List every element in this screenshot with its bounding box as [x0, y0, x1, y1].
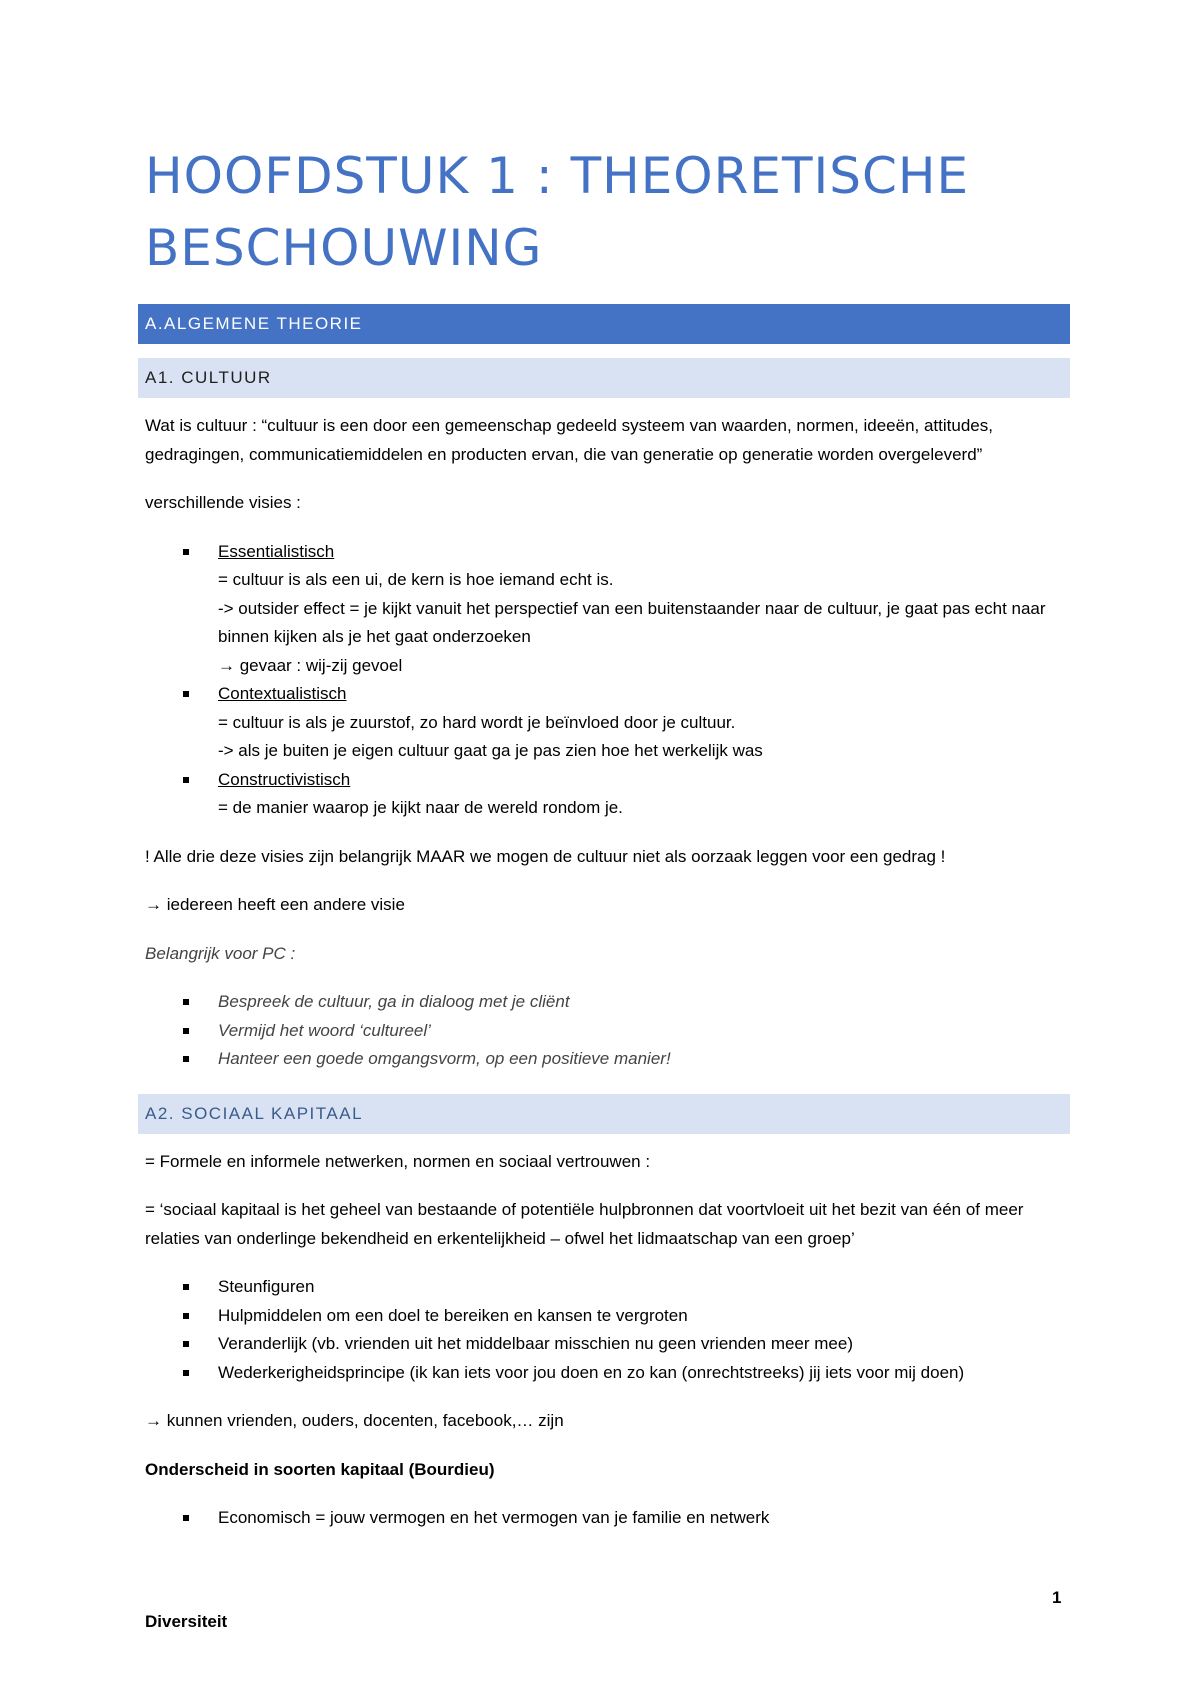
culture-definition: Wat is cultuur : “cultuur is een door een gemeenschap gedeeld systeem van waarden, normen, ideeën, attitudes, gedragingen, communicatiemiddelen en producten ervan, die van generatie op generatie worden overgeleverd”	[145, 416, 993, 464]
section-heading-a: A.ALGEMENE THEORIE	[138, 304, 1070, 344]
list-item	[145, 1045, 1070, 1074]
visions-conclusion: → iedereen heeft een andere visie	[145, 895, 405, 914]
social-capital-examples: → kunnen vrienden, ouders, docenten, facebook,… zijn	[145, 1411, 564, 1430]
list-item-text: Hulpmiddelen om een doel te bereiken en kansen te vergroten	[218, 1305, 688, 1325]
page-title: HOOFDSTUK 1 : THEORETISCHE BESCHOUWING	[145, 147, 970, 277]
bullet-icon	[183, 1515, 189, 1521]
bullet-icon	[183, 691, 189, 697]
list-item	[145, 988, 1070, 1017]
bullet-icon	[183, 999, 189, 1005]
bullet-icon	[183, 1056, 189, 1062]
bullet-icon	[183, 1341, 189, 1347]
list-item-text: Steunfiguren	[218, 1277, 315, 1296]
bullet-icon	[183, 1284, 189, 1290]
list-item	[145, 766, 1070, 823]
visions-list	[145, 538, 1070, 823]
bourdieu-list	[145, 1504, 1070, 1533]
vision-name: Essentialistisch	[218, 541, 335, 561]
list-item-text: Vermijd het woord ‘cultureel’	[218, 1020, 431, 1040]
list-item	[145, 1359, 1070, 1388]
list-item-text: Economisch = jouw vermogen en het vermogen van je familie en netwerk	[218, 1508, 770, 1527]
pc-list	[145, 988, 1070, 1074]
vision-line: -> outsider effect = je kijkt vanuit het perspectief van een buitenstaander naar de cultuur, je gaat pas echt naar binnen kijken als je het gaat onderzoeken	[218, 598, 1046, 646]
list-item-text: Veranderlijk (vb. vrienden uit het middelbaar misschien nu geen vrienden meer mee)	[218, 1334, 854, 1353]
social-capital-intro: = Formele en informele netwerken, normen en sociaal vertrouwen :	[145, 1151, 651, 1171]
vision-name: Constructivistisch	[218, 769, 351, 789]
social-capital-list	[145, 1273, 1070, 1387]
vision-line: = cultuur is als je zuurstof, zo hard wordt je beïnvloed door je cultuur.	[218, 712, 736, 732]
visions-label: verschillende visies :	[145, 493, 301, 512]
list-item-text: Bespreek de cultuur, ga in dialoog met je cliënt	[218, 992, 570, 1011]
page-number: 1	[1052, 1588, 1062, 1607]
list-item	[145, 1017, 1070, 1046]
list-item	[145, 1273, 1070, 1302]
bullet-icon	[183, 1370, 189, 1376]
subsection-heading-a1: A1. CULTUUR	[138, 358, 1070, 398]
bourdieu-label: Onderscheid in soorten kapitaal (Bourdieu)	[145, 1459, 495, 1479]
list-item	[145, 680, 1070, 766]
bullet-icon	[183, 1313, 189, 1319]
list-item	[145, 1302, 1070, 1331]
page-content	[145, 140, 1070, 1553]
page-footer: Diversiteit	[145, 1612, 228, 1631]
visions-note: ! Alle drie deze visies zijn belangrijk MAAR we mogen de cultuur niet als oorzaak leggen voor een gedrag !	[145, 846, 946, 866]
bullet-icon	[183, 777, 189, 783]
list-item	[145, 1330, 1070, 1359]
vision-line: -> als je buiten je eigen cultuur gaat ga je pas zien hoe het werkelijk was	[218, 741, 763, 760]
bullet-icon	[183, 1028, 189, 1034]
vision-line: → gevaar : wij-zij gevoel	[218, 655, 403, 675]
social-capital-definition: = ‘sociaal kapitaal is het geheel van bestaande of potentiële hulpbronnen dat voortvloeit uit het bezit van één of meer relaties van onderlinge bekendheid en erkentelijkheid – ofwel het lidmaatschap van een groep’	[145, 1200, 1024, 1248]
vision-line: = cultuur is als een ui, de kern is hoe iemand echt is.	[218, 570, 614, 589]
vision-name: Contextualistisch	[218, 684, 347, 703]
bullet-icon	[183, 549, 189, 555]
list-item-text: Hanteer een goede omgangsvorm, op een positieve manier!	[218, 1049, 671, 1068]
list-item	[145, 538, 1070, 681]
vision-line: = de manier waarop je kijkt naar de wereld rondom je.	[218, 798, 623, 817]
pc-label: Belangrijk voor PC :	[145, 943, 296, 963]
subsection-heading-a2: A2. SOCIAAL KAPITAAL	[138, 1094, 1070, 1134]
list-item-text: Wederkerigheidsprincipe (ik kan iets voor jou doen en zo kan (onrechtstreeks) jij iets voor mij doen)	[218, 1362, 965, 1382]
list-item	[145, 1504, 1070, 1533]
